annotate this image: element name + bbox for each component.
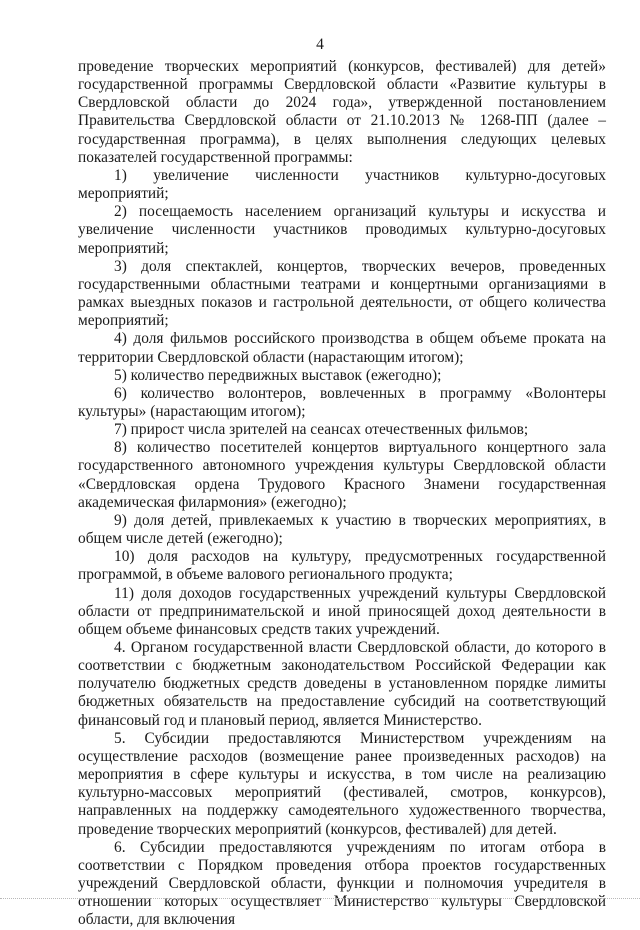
list-item-2: 2) посещаемость населением организаций культуры и искусства и увеличение численности участников проводимых культурно-досуговых мероприятий; (78, 203, 606, 257)
list-item-9: 9) доля детей, привлекаемых к участию в творческих мероприятиях, в общем числе детей (ежегодно); (78, 511, 606, 548)
document-body (78, 58, 606, 930)
list-item-7: 7) прирост числа зрителей на сеансах отечественных фильмов; (114, 421, 529, 439)
list-item-5: 5) количество передвижных выставок (ежегодно); (114, 366, 442, 384)
list-item-10: 10) доля расходов на культуру, предусмотренных государственной программой, в объеме валового регионального продукта; (78, 548, 606, 584)
scan-edge-divider (0, 898, 640, 899)
list-item-6: 6) количество волонтеров, вовлеченных в программу «Волонтеры культуры» (нарастающим итогом); (78, 384, 606, 420)
section-6-paragraph: 6. Субсидии предоставляются учреждениям по итогам отбора в соответствии с Порядком проведения отбора проектов государственных учреждений Свердловской области, функции и полномочия учредителя в отношении которых осуществляет Министерство культуры Свердловской области, для включения (78, 838, 606, 929)
list-item-8: 8) количество посетителей концертов виртуального концертного зала государственного автономного учреждения культуры Свердловской области «Свердловская ордена Трудового Красного Знамени государственная академическая филармония» (ежегодно); (78, 439, 606, 511)
list-item-1: 1) увеличение численности участников культурно-досуговых мероприятий; (78, 166, 606, 203)
section-5-paragraph: 5. Субсидии предоставляются Министерством учреждениям на осуществление расходов (возмещение ранее произведенных расходов) на мероприятия в сфере культуры и искусства, в том числе на реализацию культурно-массовых мероприятий (фестивалей, смотров, конкурсов), направленных на поддержку самодеятельного художественного творчества, проведение творческих мероприятий (конкурсов, фестивалей) для детей. (78, 729, 606, 838)
paragraph-intro: проведение творческих мероприятий (конкурсов, фестивалей) для детей» государственной программы Свердловской области «Развитие культуры в Свердловской области до 2024 года», утвержденной постановлением Правительства Свердловской области от 21.10.2013 № 1268-ПП (далее – государственная программа), в целях выполнения следующих целевых показателей государственной программы: (78, 58, 606, 166)
list-item-3: 3) доля спектаклей, концертов, творческих вечеров, проведенных государственными областными театрами и концертными организациями в рамках выездных показов и гастрольной деятельности, от общего количества мероприятий; (78, 257, 606, 330)
section-4-paragraph: 4. Органом государственной власти Свердловской области, до которого в соответствии с бюджетным законодательством Российской Федерации как получателю бюджетных средств доведены в установленном порядке лимиты бюджетных обязательств на предоставление субсидий на соответствующий финансовый год и плановый период, является Министерство. (78, 639, 606, 729)
list-item-11: 11) доля доходов государственных учреждений культуры Свердловской области от предпринимательской и иной приносящей доход деятельности в общем объеме финансовых средств таких учреждений. (78, 584, 606, 638)
list-item-4: 4) доля фильмов российского производства в общем объеме проката на территории Свердловской области (нарастающим итогом); (78, 330, 606, 366)
page-number: 4 (316, 36, 324, 53)
